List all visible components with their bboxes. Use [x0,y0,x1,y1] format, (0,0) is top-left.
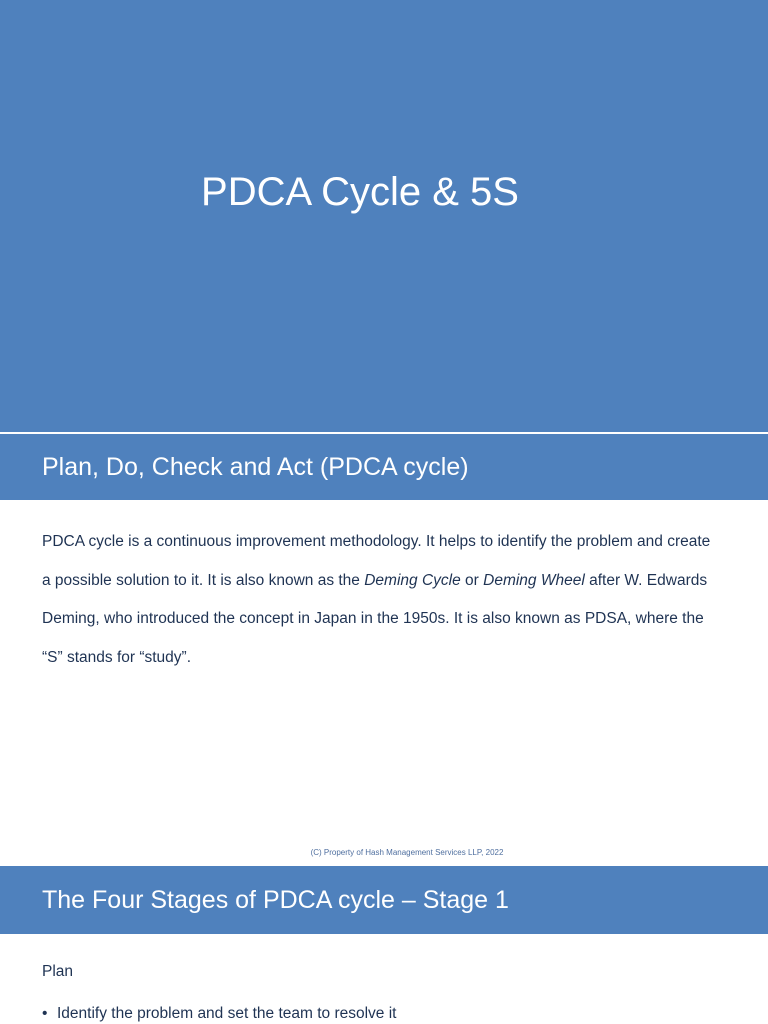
bullet-icon: • [42,1005,48,1022]
slide-heading: The Four Stages of PDCA cycle – Stage 1 [42,886,509,914]
heading-band [0,434,768,500]
stage-label: Plan [42,963,74,980]
pdca-intro-slide [0,434,768,866]
bullet-item [42,1004,396,1024]
intro-paragraph [42,523,722,677]
copyright-footer: (C) Property of Hash Management Services LLP, 2022 [310,848,504,857]
deming-wheel-term: Deming Wheel [483,571,585,589]
stage-one-slide [0,866,768,1024]
slide-heading: Plan, Do, Check and Act (PDCA cycle) [42,453,469,481]
heading-band [0,866,768,934]
paragraph-text: after W. Edwards Deming, who introduced the concept in Japan in the 1950s. It is also known as PDSA, where the “S” stands for “study”. [42,571,708,666]
bullet-text: Identify the problem and set the team to resolve it [57,1005,397,1022]
paragraph-text: or [460,571,484,589]
deming-cycle-term: Deming Cycle [364,571,461,589]
paragraph-text: PDCA cycle is a continuous improvement methodology. It helps to identify the problem and create a possible solution to it. It is also known as the [42,533,711,589]
title-slide [0,0,768,432]
slide-title: PDCA Cycle & 5S [201,170,519,214]
